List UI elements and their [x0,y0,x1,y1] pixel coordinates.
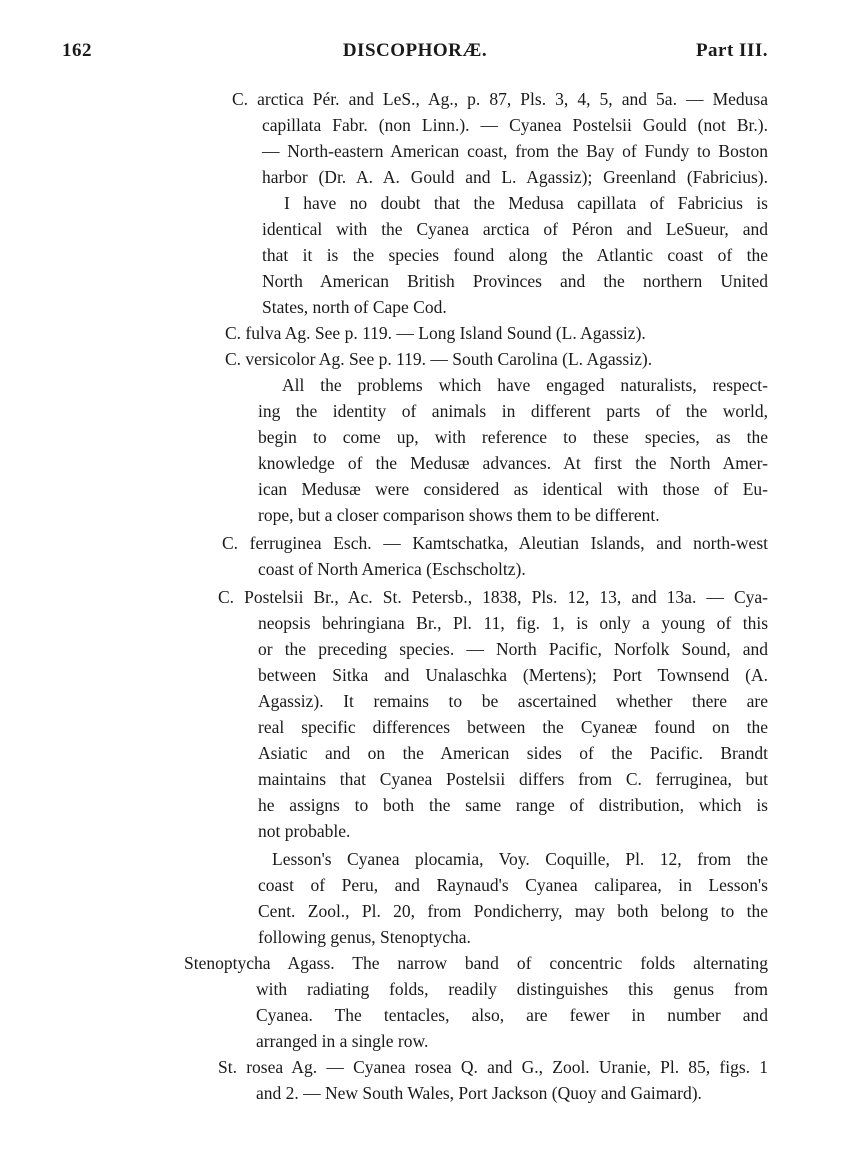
text-line: Asiatic and on the American sides of the Pacific. Brandt [258,743,768,763]
text-line: and 2. — New South Wales, Port Jackson (Quoy and Gaimard). [256,1083,702,1103]
text-line: knowledge of the Medusæ advances. At first the North Amer- [258,453,768,473]
text-line: capillata Fabr. (non Linn.). — Cyanea Postelsii Gould (not Br.). [262,115,768,135]
text-line: C. Postelsii Br., Ac. St. Petersb., 1838, Pls. 12, 13, and 13a. — Cya- [218,587,768,607]
text-line: ing the identity of animals in different parts of the world, [258,401,768,421]
text-line: States, north of Cape Cod. [262,297,447,317]
text-line: not probable. [258,821,351,841]
text-line: neopsis behringiana Br., Pl. 11, fig. 1, is only a young of this [258,613,768,633]
text-line: coast of North America (Eschscholtz). [258,559,526,579]
text-line: All the problems which have engaged naturalists, respect- [282,375,768,395]
running-header [62,40,768,66]
text-line: arranged in a single row. [256,1031,429,1051]
text-line: maintains that Cyanea Postelsii differs from C. ferruginea, but [258,769,768,789]
text-line: identical with the Cyanea arctica of Péron and LeSueur, and [262,219,768,239]
text-line: Stenoptycha Agass. The narrow band of concentric folds alternating [184,953,768,973]
text-line: North American British Provinces and the northern United [262,271,768,291]
text-line: rope, but a closer comparison shows them to be different. [258,505,660,525]
running-title: DISCOPHORÆ. [342,40,488,61]
text-line: he assigns to both the same range of distribution, which is [258,795,768,815]
text-line: or the preceding species. — North Pacific, Norfolk Sound, and [258,639,768,659]
text-line: real specific differences between the Cyaneæ found on the [258,717,768,737]
text-line: — North-eastern American coast, from the Bay of Fundy to Boston [262,141,768,161]
text-line: that it is the species found along the Atlantic coast of the [262,245,768,265]
text-line: Agassiz). It remains to be ascertained whether there are [258,691,768,711]
text-line: begin to come up, with reference to these species, as the [258,427,768,447]
text-line: following genus, Stenoptycha. [258,927,471,947]
part-label: Part III. [695,40,768,61]
text-line: with radiating folds, readily distinguishes this genus from [256,979,768,999]
text-line: coast of Peru, and Raynaud's Cyanea caliparea, in Lesson's [258,875,768,895]
text-line: St. rosea Ag. — Cyanea rosea Q. and G., Zool. Uranie, Pl. 85, figs. 1 [218,1057,768,1077]
text-line: C. versicolor Ag. See p. 119. — South Carolina (L. Agassiz). [225,349,653,369]
text-line: Cent. Zool., Pl. 20, from Pondicherry, may both belong to the [258,901,768,921]
text-line: C. fulva Ag. See p. 119. — Long Island Sound (L. Agassiz). [225,323,646,343]
page-number: 162 [62,40,92,61]
text-line: harbor (Dr. A. A. Gould and L. Agassiz); Greenland (Fabricius). [262,167,768,187]
text-line: I have no doubt that the Medusa capillata of Fabricius is [284,193,768,213]
text-line: Cyanea. The tentacles, also, are fewer in number and [256,1005,768,1025]
text-line: between Sitka and Unalaschka (Mertens); Port Townsend (A. [258,665,768,685]
text-line: C. arctica Pér. and LeS., Ag., p. 87, Pls. 3, 4, 5, and 5a. — Medusa [232,89,768,109]
text-line: C. ferruginea Esch. — Kamtschatka, Aleutian Islands, and north-west [222,533,768,553]
text-line: Lesson's Cyanea plocamia, Voy. Coquille, Pl. 12, from the [272,849,768,869]
text-line: ican Medusæ were considered as identical with those of Eu- [258,479,768,499]
